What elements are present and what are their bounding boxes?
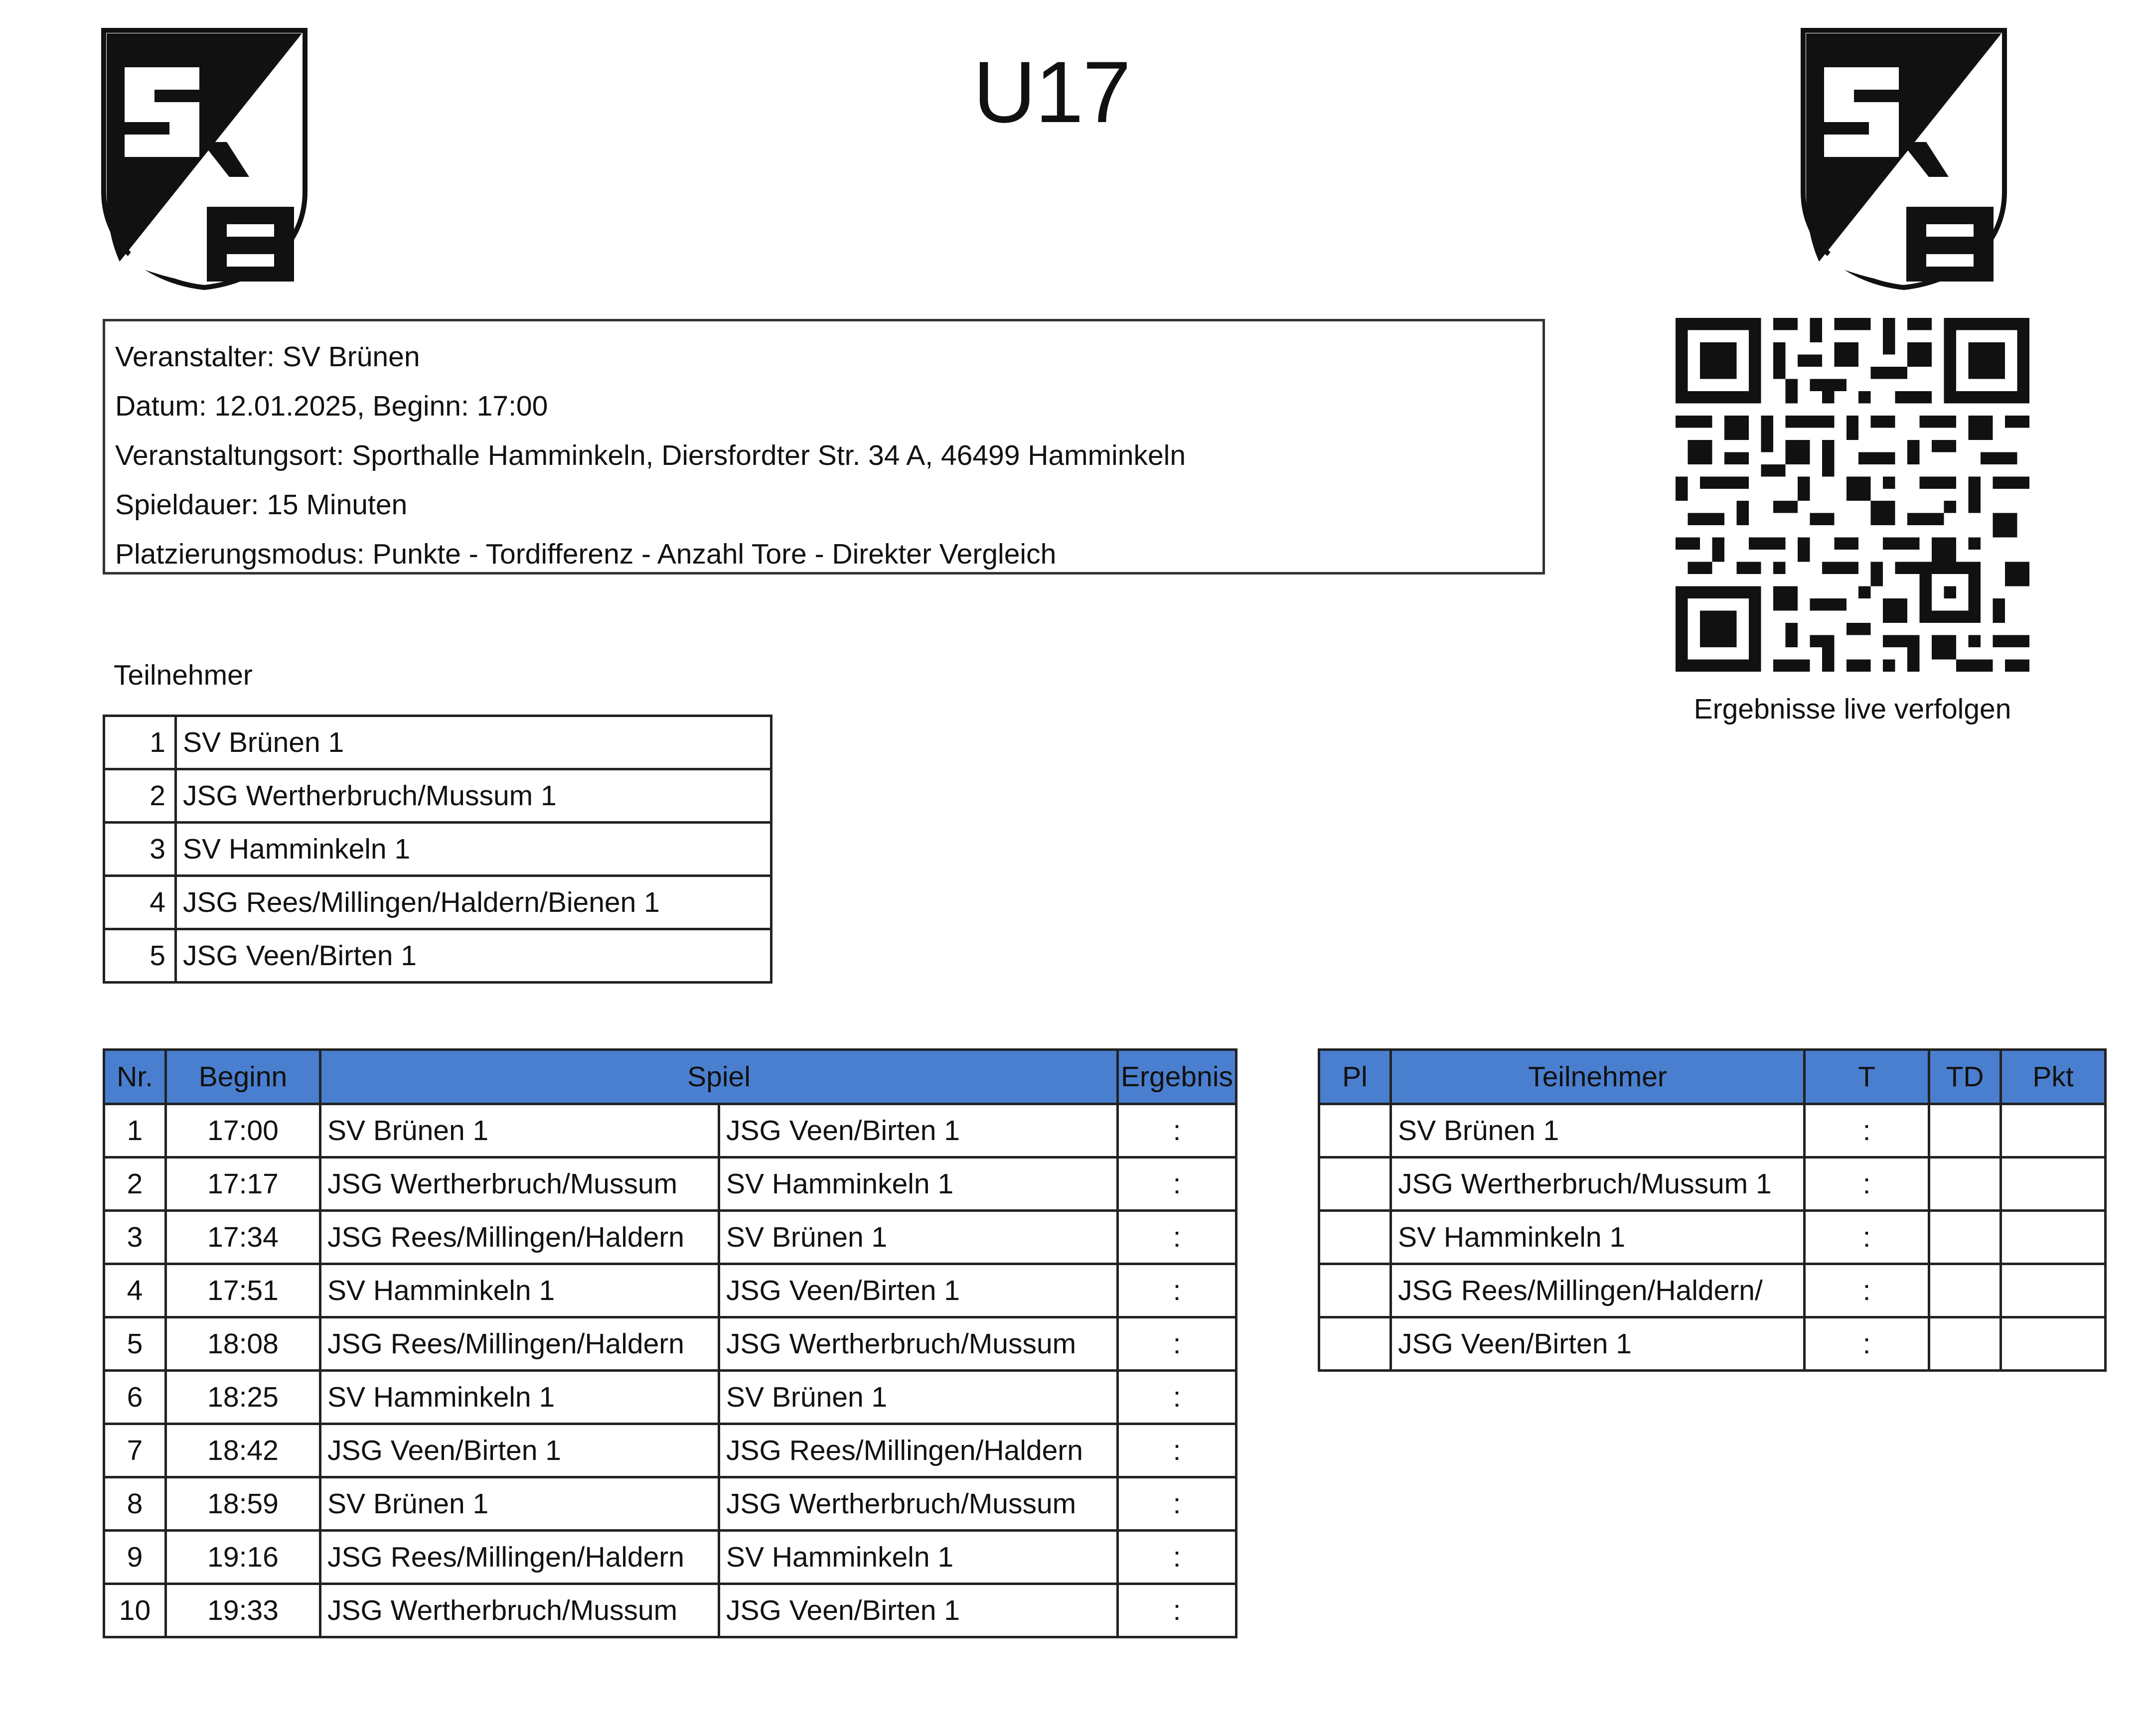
club-logo-left xyxy=(100,27,309,291)
header-spiel: Spiel xyxy=(320,1050,1118,1104)
standing-goals: : xyxy=(1805,1317,1929,1371)
game-away: SV Hamminkeln 1 xyxy=(719,1157,1118,1211)
header-nr: Nr. xyxy=(104,1050,166,1104)
game-away: JSG Veen/Birten 1 xyxy=(719,1584,1118,1637)
game-time: 18:42 xyxy=(166,1424,320,1477)
game-time: 19:33 xyxy=(166,1584,320,1637)
table-row xyxy=(1319,1317,2106,1371)
standing-name: SV Brünen 1 xyxy=(1391,1104,1805,1157)
game-home: JSG Rees/Millingen/Haldern xyxy=(320,1531,719,1584)
standing-goal-diff xyxy=(1929,1211,2001,1264)
game-nr: 4 xyxy=(104,1264,166,1317)
game-nr: 3 xyxy=(104,1211,166,1264)
participant-number: 5 xyxy=(104,929,176,983)
game-away: JSG Wertherbruch/Mussum xyxy=(719,1477,1118,1531)
game-away: SV Brünen 1 xyxy=(719,1211,1118,1264)
table-row xyxy=(104,769,771,823)
game-nr: 1 xyxy=(104,1104,166,1157)
standing-points xyxy=(2001,1104,2106,1157)
table-row xyxy=(104,1264,1236,1317)
game-result: : xyxy=(1118,1531,1236,1584)
standing-place xyxy=(1319,1211,1391,1264)
organizer-line: Veranstalter: SV Brünen xyxy=(115,341,420,373)
game-time: 18:59 xyxy=(166,1477,320,1531)
standing-name: JSG Wertherbruch/Mussum 1 xyxy=(1391,1157,1805,1211)
game-nr: 7 xyxy=(104,1424,166,1477)
table-row xyxy=(1319,1264,2106,1317)
participants-label: Teilnehmer xyxy=(114,659,253,691)
games-table xyxy=(103,1048,1237,1638)
standing-goals: : xyxy=(1805,1104,1929,1157)
game-time: 17:00 xyxy=(166,1104,320,1157)
header-pl: Pl xyxy=(1319,1050,1391,1104)
table-row xyxy=(1319,1104,2106,1157)
page-title: U17 xyxy=(973,44,1130,141)
table-row xyxy=(104,1371,1236,1424)
game-result: : xyxy=(1118,1157,1236,1211)
game-result: : xyxy=(1118,1584,1236,1637)
table-row xyxy=(104,1584,1236,1637)
header-teilnehmer: Teilnehmer xyxy=(1391,1050,1805,1104)
game-result: : xyxy=(1118,1264,1236,1317)
games-header-row xyxy=(104,1050,1236,1104)
participant-name: SV Hamminkeln 1 xyxy=(176,823,771,876)
standing-goal-diff xyxy=(1929,1264,2001,1317)
event-info-box xyxy=(103,319,1545,575)
game-time: 17:17 xyxy=(166,1157,320,1211)
table-row xyxy=(104,929,771,983)
header-td: TD xyxy=(1929,1050,2001,1104)
game-nr: 9 xyxy=(104,1531,166,1584)
game-home: SV Hamminkeln 1 xyxy=(320,1371,719,1424)
participant-name: JSG Veen/Birten 1 xyxy=(176,929,771,983)
game-away: JSG Veen/Birten 1 xyxy=(719,1104,1118,1157)
game-nr: 2 xyxy=(104,1157,166,1211)
game-home: JSG Wertherbruch/Mussum xyxy=(320,1584,719,1637)
standing-place xyxy=(1319,1264,1391,1317)
standing-goal-diff xyxy=(1929,1157,2001,1211)
header-t: T xyxy=(1805,1050,1929,1104)
game-time: 19:16 xyxy=(166,1531,320,1584)
standing-goal-diff xyxy=(1929,1317,2001,1371)
game-nr: 10 xyxy=(104,1584,166,1637)
game-away: JSG Wertherbruch/Mussum xyxy=(719,1317,1118,1371)
game-time: 18:08 xyxy=(166,1317,320,1371)
standing-place xyxy=(1319,1317,1391,1371)
qr-code-icon[interactable] xyxy=(1676,318,2029,672)
participant-name: JSG Rees/Millingen/Haldern/Bienen 1 xyxy=(176,876,771,929)
participant-name: JSG Wertherbruch/Mussum 1 xyxy=(176,769,771,823)
game-time: 17:34 xyxy=(166,1211,320,1264)
game-away: SV Hamminkeln 1 xyxy=(719,1531,1118,1584)
club-logo-right xyxy=(1799,27,2008,291)
header-beginn: Beginn xyxy=(166,1050,320,1104)
date-line: Datum: 12.01.2025, Beginn: 17:00 xyxy=(115,390,548,422)
table-row xyxy=(104,1211,1236,1264)
game-result: : xyxy=(1118,1371,1236,1424)
standing-points xyxy=(2001,1317,2106,1371)
standings-table xyxy=(1318,1048,2107,1372)
standing-name: SV Hamminkeln 1 xyxy=(1391,1211,1805,1264)
standing-place xyxy=(1319,1157,1391,1211)
game-home: SV Hamminkeln 1 xyxy=(320,1264,719,1317)
ranking-mode-line: Platzierungsmodus: Punkte - Tordifferenz - Anzahl Tore - Direkter Vergleich xyxy=(115,538,1057,570)
standing-name: JSG Veen/Birten 1 xyxy=(1391,1317,1805,1371)
game-home: JSG Veen/Birten 1 xyxy=(320,1424,719,1477)
game-nr: 6 xyxy=(104,1371,166,1424)
game-result: : xyxy=(1118,1317,1236,1371)
participant-number: 3 xyxy=(104,823,176,876)
table-row xyxy=(104,1317,1236,1371)
table-row xyxy=(104,876,771,929)
header-ergebnis: Ergebnis xyxy=(1118,1050,1236,1104)
participants-table xyxy=(103,715,772,984)
game-away: JSG Veen/Birten 1 xyxy=(719,1264,1118,1317)
standing-points xyxy=(2001,1211,2106,1264)
venue-line: Veranstaltungsort: Sporthalle Hamminkeln, Diersfordter Str. 34 A, 46499 Hamminkeln xyxy=(115,439,1186,471)
game-home: SV Brünen 1 xyxy=(320,1477,719,1531)
participant-number: 4 xyxy=(104,876,176,929)
table-row xyxy=(104,716,771,769)
participant-number: 1 xyxy=(104,716,176,769)
game-home: JSG Wertherbruch/Mussum xyxy=(320,1157,719,1211)
game-time: 17:51 xyxy=(166,1264,320,1317)
game-away: SV Brünen 1 xyxy=(719,1371,1118,1424)
standing-goals: : xyxy=(1805,1211,1929,1264)
game-home: JSG Rees/Millingen/Haldern xyxy=(320,1317,719,1371)
game-result: : xyxy=(1118,1424,1236,1477)
qr-caption: Ergebnisse live verfolgen xyxy=(1693,693,2011,725)
table-row xyxy=(1319,1211,2106,1264)
table-row xyxy=(104,1424,1236,1477)
table-row xyxy=(104,1157,1236,1211)
table-row xyxy=(104,1104,1236,1157)
participant-number: 2 xyxy=(104,769,176,823)
game-away: JSG Rees/Millingen/Haldern xyxy=(719,1424,1118,1477)
header-pkt: Pkt xyxy=(2001,1050,2106,1104)
standing-points xyxy=(2001,1264,2106,1317)
game-home: SV Brünen 1 xyxy=(320,1104,719,1157)
standing-points xyxy=(2001,1157,2106,1211)
standings-header-row xyxy=(1319,1050,2106,1104)
table-row xyxy=(1319,1157,2106,1211)
table-row xyxy=(104,1477,1236,1531)
standing-goals: : xyxy=(1805,1157,1929,1211)
game-nr: 8 xyxy=(104,1477,166,1531)
standing-name: JSG Rees/Millingen/Haldern/ xyxy=(1391,1264,1805,1317)
standing-goals: : xyxy=(1805,1264,1929,1317)
table-row xyxy=(104,1531,1236,1584)
standing-place xyxy=(1319,1104,1391,1157)
game-time: 18:25 xyxy=(166,1371,320,1424)
table-row xyxy=(104,823,771,876)
game-home: JSG Rees/Millingen/Haldern xyxy=(320,1211,719,1264)
participant-name: SV Brünen 1 xyxy=(176,716,771,769)
game-nr: 5 xyxy=(104,1317,166,1371)
game-result: : xyxy=(1118,1477,1236,1531)
game-result: : xyxy=(1118,1211,1236,1264)
game-result: : xyxy=(1118,1104,1236,1157)
standing-goal-diff xyxy=(1929,1104,2001,1157)
duration-line: Spieldauer: 15 Minuten xyxy=(115,489,408,521)
